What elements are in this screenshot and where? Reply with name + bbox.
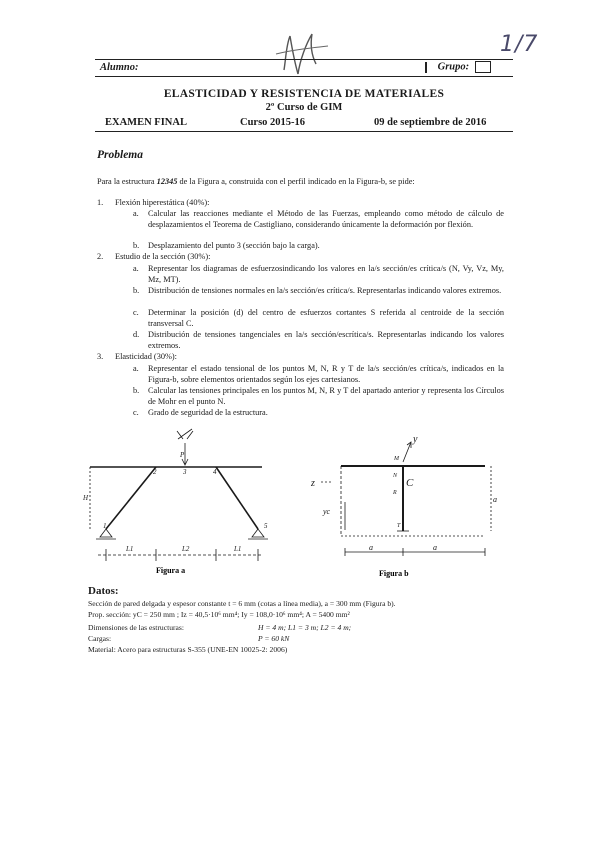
height-label: H [83, 494, 89, 502]
axis-z-label: z [311, 478, 315, 489]
header-top-rule [95, 59, 513, 60]
data-line-1: Sección de pared delgada y espesor constante t = 6 mm (cotas a línea media), a = 300 mm (Figura b). [88, 599, 396, 608]
group-label: Grupo: [437, 61, 470, 73]
exam-type: EXAMEN FINAL [105, 117, 187, 128]
figure-a-left-strut [106, 467, 156, 529]
header-date-rule [95, 131, 513, 132]
course-year: Curso 2015-16 [240, 117, 306, 128]
item-1a-mark: a. [133, 209, 139, 218]
figure-a-caption: Figura a [156, 566, 186, 575]
load-label: P [180, 451, 185, 459]
data-heading: Datos: [88, 585, 119, 597]
point-r-label: R [393, 490, 397, 496]
section-3-number: 3. [97, 352, 104, 361]
course-title: ELASTICIDAD Y RESISTENCIA DE MATERIALES [163, 88, 445, 100]
item-2c-text: Determinar la posición (d) del centro de esfuerzos cortantes S referida al centroide de la sección transversal C. [148, 308, 504, 328]
point-t-label: T [397, 523, 401, 529]
figure-b [305, 430, 515, 580]
signature-scribble [272, 30, 332, 78]
problem-intro: Para la estructura 12345 de la Figura a, construida con el perfil indicado en la Figura-b, se pide: [97, 177, 415, 186]
item-3b-text: Calcular las tensiones principales en los puntos M, N, R y T del apartado anterior y representa los Círculos de Mohr en el punto N. [148, 386, 504, 406]
item-1b-mark: b. [133, 241, 140, 250]
loads-value: P = 60 kN [258, 634, 290, 643]
item-2c-mark: c. [133, 308, 139, 317]
item-2d-text: Distribución de tensiones tangenciales en la/s sección/escrítica/s. Representarlas indicando los valores extremos. [148, 330, 504, 350]
item-2a-mark: a. [133, 264, 139, 273]
group-box [425, 61, 491, 73]
dim-a-left-label: a [369, 543, 373, 552]
item-3a-mark: a. [133, 364, 139, 373]
section-1-number: 1. [97, 198, 104, 207]
figure-b-caption: Figura b [379, 569, 409, 578]
node-3-label: 3 [183, 468, 187, 476]
header-bottom-rule [95, 76, 513, 77]
centroid-label: C [406, 477, 414, 489]
page-count-handwritten: 1/7 [500, 32, 539, 57]
figure-a [80, 425, 280, 580]
node-5-label: 5 [264, 522, 268, 530]
yc-label: yc [323, 507, 331, 516]
span-2-label: L2 [182, 545, 190, 553]
item-3c-mark: c. [133, 408, 139, 417]
node-1-label: 1 [103, 522, 107, 530]
exam-date: 09 de septiembre de 2016 [374, 117, 487, 128]
section-1-title: Flexión hiperestática (40%): [115, 198, 210, 207]
dim-a-right-label: a [433, 543, 437, 552]
point-m-label: M [394, 456, 399, 462]
section-2-number: 2. [97, 252, 104, 261]
item-3a-text: Representar el estado tensional de los puntos M, N, R y T de la/s sección/es crítica/s, indicados en la Figura-b, sobre elementos orientados según los ejes cartesianos. [148, 364, 504, 384]
student-label: Alumno: [100, 62, 139, 73]
point-n-label: N [393, 473, 398, 479]
data-line-2: Prop. sección: yC = 250 mm ; Iz = 40,5·10⁶ mm⁴; Iy = 108,0·10⁶ mm⁴; A = 5400 mm² [88, 610, 350, 619]
node-4-label: 4 [213, 468, 217, 476]
dim-a-vertical-label: a [493, 495, 497, 504]
item-3c-text: Grado de seguridad de la estructura. [148, 408, 268, 417]
course-subtitle: 2º Curso de GIM [265, 102, 343, 113]
item-1b-text: Desplazamiento del punto 3 (sección bajo la carga). [148, 241, 320, 250]
item-2b-text: Distribución de tensiones normales en la/s sección/es crítica/s. Representarlas indicando valores extremos. [148, 286, 502, 295]
span-1-label: L1 [126, 545, 134, 553]
axis-y-label: y [413, 434, 418, 445]
material-line: Material: Acero para estructuras S-355 (UNE-EN 10025-2: 2006) [88, 645, 288, 654]
span-3-label: L1 [234, 545, 242, 553]
item-2a-text: Representar los diagramas de esfuerzosindicando los valores en la/s sección/es crítica/s (N, Vy, Vz, My, Mz, MT). [148, 264, 504, 284]
dims-label: Dimensiones de las estructuras: [88, 623, 184, 632]
dims-value: H = 4 m; L1 = 3 m; L2 = 4 m; [258, 623, 352, 632]
section-2-title: Estudio de la sección (30%): [115, 252, 211, 261]
item-2b-mark: b. [133, 286, 140, 295]
loads-label: Cargas: [88, 634, 112, 643]
item-3b-mark: b. [133, 386, 140, 395]
node-2-label: 2 [153, 468, 157, 476]
item-1a-text: Calcular las reacciones mediante el Método de las Fuerzas, empleando como método de cálculo de desplazamientos el Teorema de Castigliano, considerando únicamente la deformación por flexión. [148, 209, 504, 229]
figure-a-right-strut [216, 467, 258, 529]
item-2d-mark: d. [133, 330, 140, 339]
section-3-title: Elasticidad (30%): [115, 352, 177, 361]
problem-heading: Problema [97, 149, 143, 161]
